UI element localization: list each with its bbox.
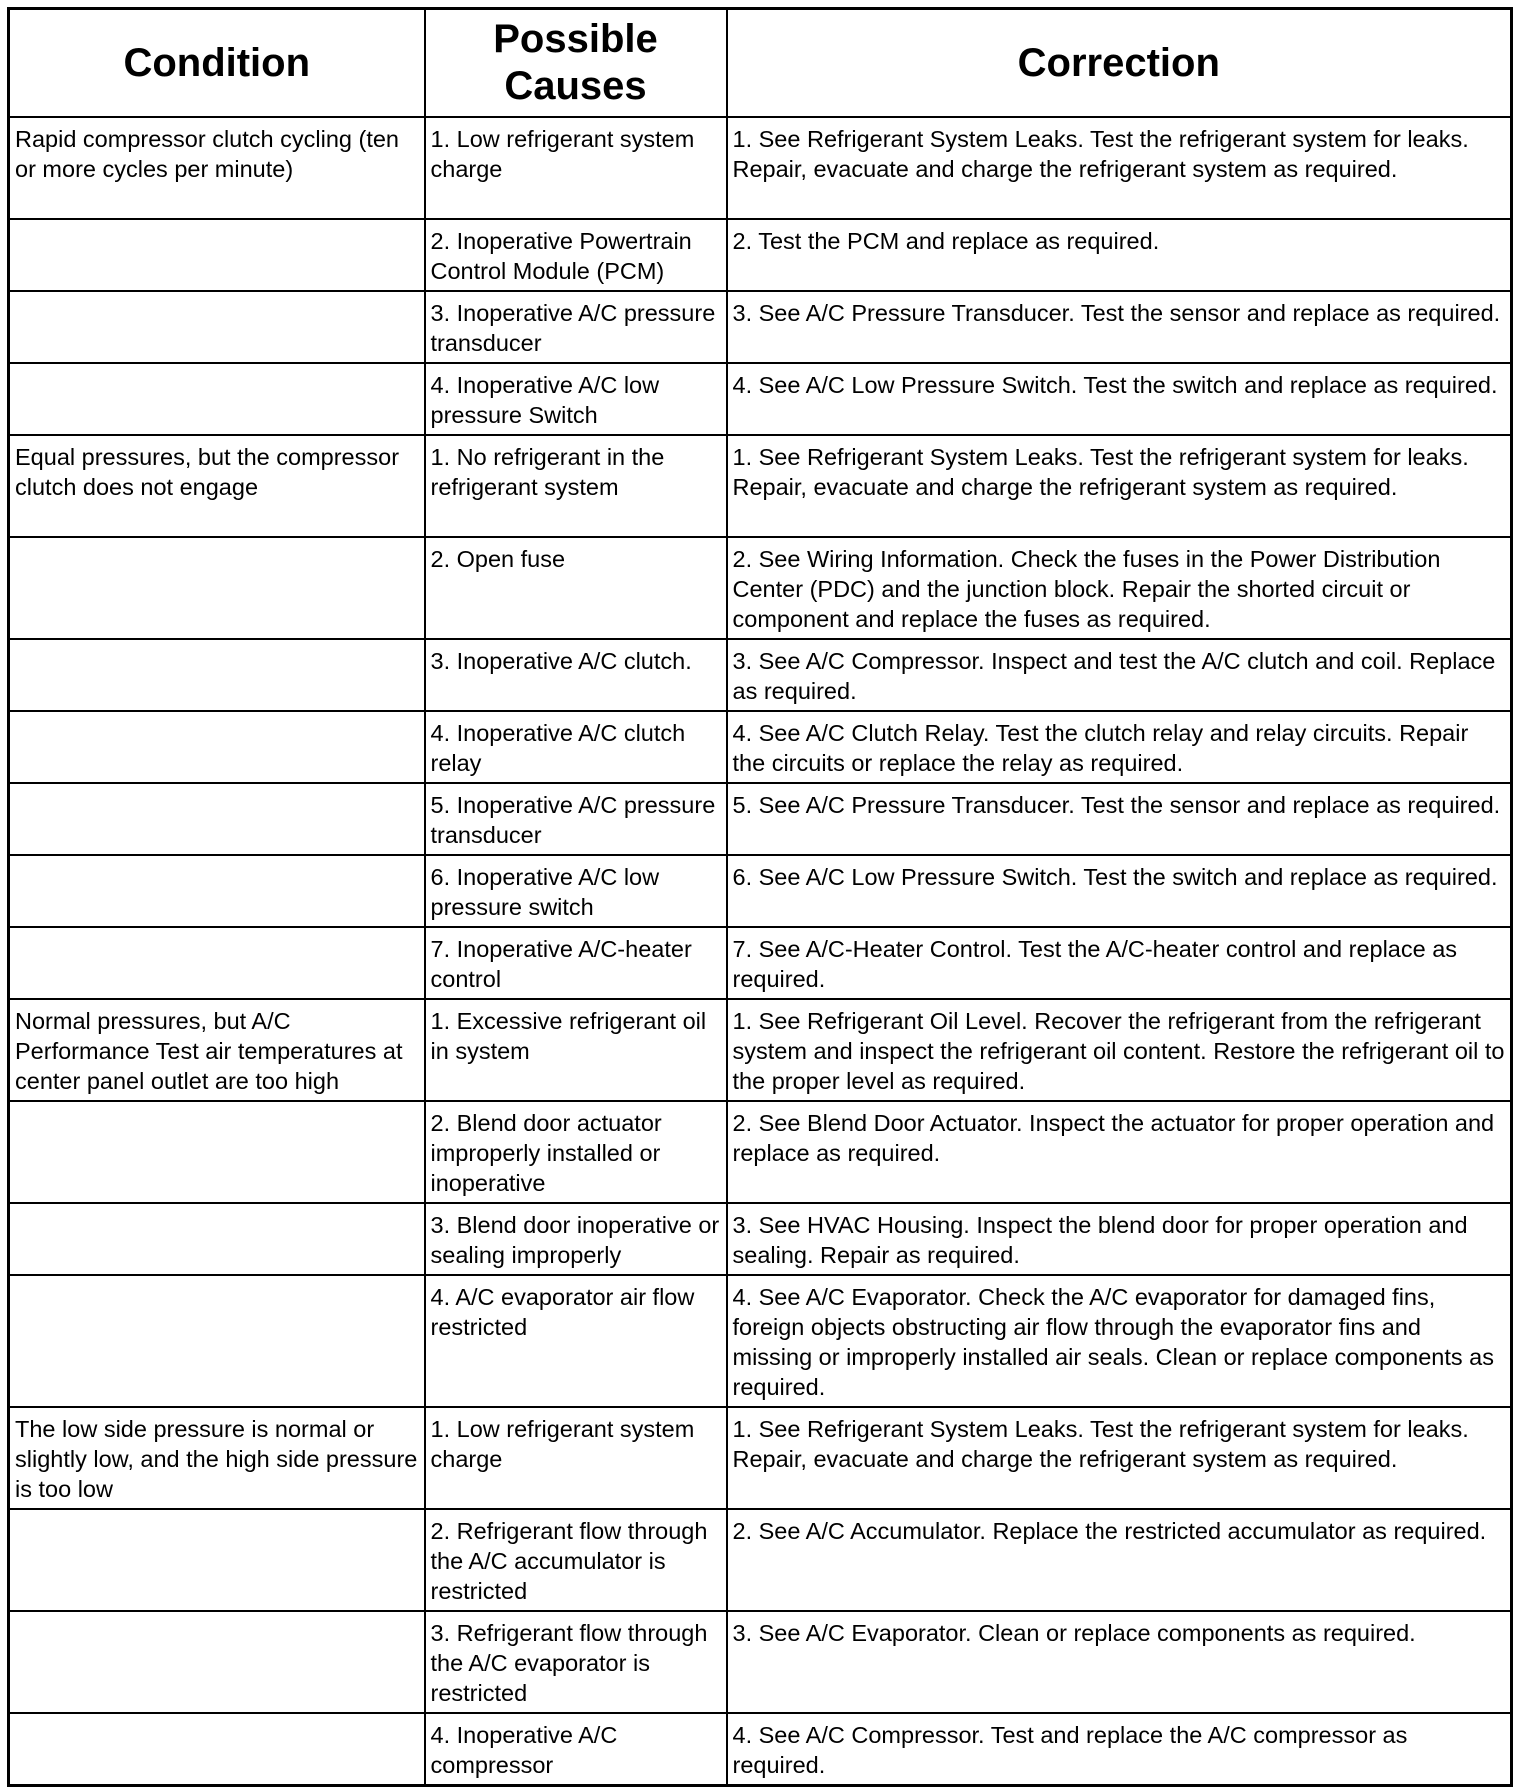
cause-cell: 3. Inoperative A/C clutch. xyxy=(425,639,727,711)
cause-cell: 4. Inoperative A/C compressor xyxy=(425,1713,727,1785)
condition-cell xyxy=(9,537,425,639)
cause-cell: 4. Inoperative A/C low pressure Switch xyxy=(425,363,727,435)
correction-cell: 1. See Refrigerant System Leaks. Test the refrigerant system for leaks. Repair, evacuate and charge the refrigerant system as required. xyxy=(727,117,1512,219)
correction-cell: 7. See A/C-Heater Control. Test the A/C-heater control and replace as required. xyxy=(727,927,1512,999)
table-row xyxy=(9,219,1512,291)
condition-cell xyxy=(9,855,425,927)
correction-cell: 5. See A/C Pressure Transducer. Test the sensor and replace as required. xyxy=(727,783,1512,855)
condition-cell: Normal pressures, but A/C Performance Test air temperatures at center panel outlet are too high xyxy=(9,999,425,1101)
correction-cell: 2. See Wiring Information. Check the fuses in the Power Distribution Center (PDC) and the junction block. Repair the shorted circuit or component and replace the fuses as required. xyxy=(727,537,1512,639)
cause-cell: 3. Refrigerant flow through the A/C evaporator is restricted xyxy=(425,1611,727,1713)
table-row xyxy=(9,537,1512,639)
condition-cell xyxy=(9,639,425,711)
condition-cell xyxy=(9,1713,425,1785)
cause-cell: 1. Excessive refrigerant oil in system xyxy=(425,999,727,1101)
correction-cell: 4. See A/C Clutch Relay. Test the clutch relay and relay circuits. Repair the circuits or replace the relay as required. xyxy=(727,711,1512,783)
correction-cell: 2. See Blend Door Actuator. Inspect the actuator for proper operation and replace as required. xyxy=(727,1101,1512,1203)
correction-cell: 4. See A/C Evaporator. Check the A/C evaporator for damaged fins, foreign objects obstructing air flow through the evaporator fins and missing or improperly installed air seals. Clean or replace components as required. xyxy=(727,1275,1512,1407)
table-row xyxy=(9,639,1512,711)
condition-cell xyxy=(9,927,425,999)
condition-cell xyxy=(9,1611,425,1713)
cause-cell: 1. Low refrigerant system charge xyxy=(425,1407,727,1509)
table-row xyxy=(9,783,1512,855)
correction-cell: 4. See A/C Low Pressure Switch. Test the switch and replace as required. xyxy=(727,363,1512,435)
cause-cell: 3. Blend door inoperative or sealing improperly xyxy=(425,1203,727,1275)
table-row xyxy=(9,1275,1512,1407)
table-row xyxy=(9,927,1512,999)
table-row xyxy=(9,1509,1512,1611)
correction-cell: 3. See A/C Compressor. Inspect and test the A/C clutch and coil. Replace as required. xyxy=(727,639,1512,711)
table-row xyxy=(9,291,1512,363)
table-body xyxy=(9,117,1512,1785)
correction-cell: 2. Test the PCM and replace as required. xyxy=(727,219,1512,291)
correction-cell: 6. See A/C Low Pressure Switch. Test the switch and replace as required. xyxy=(727,855,1512,927)
correction-cell: 2. See A/C Accumulator. Replace the restricted accumulator as required. xyxy=(727,1509,1512,1611)
correction-cell: 1. See Refrigerant Oil Level. Recover the refrigerant from the refrigerant system and inspect the refrigerant oil content. Restore the refrigerant oil to the proper level as required. xyxy=(727,999,1512,1101)
condition-cell: The low side pressure is normal or slightly low, and the high side pressure is too low xyxy=(9,1407,425,1509)
header-condition: Condition xyxy=(9,9,425,118)
cause-cell: 6. Inoperative A/C low pressure switch xyxy=(425,855,727,927)
table-header-row xyxy=(9,9,1512,118)
table-row xyxy=(9,1713,1512,1785)
correction-cell: 1. See Refrigerant System Leaks. Test the refrigerant system for leaks. Repair, evacuate and charge the refrigerant system as required. xyxy=(727,435,1512,537)
condition-cell xyxy=(9,711,425,783)
correction-cell: 1. See Refrigerant System Leaks. Test the refrigerant system for leaks. Repair, evacuate and charge the refrigerant system as required. xyxy=(727,1407,1512,1509)
cause-cell: 4. A/C evaporator air flow restricted xyxy=(425,1275,727,1407)
table-row xyxy=(9,117,1512,219)
table-row xyxy=(9,1101,1512,1203)
correction-cell: 3. See A/C Pressure Transducer. Test the sensor and replace as required. xyxy=(727,291,1512,363)
header-correction: Correction xyxy=(727,9,1512,118)
table-row xyxy=(9,1203,1512,1275)
cause-cell: 1. No refrigerant in the refrigerant system xyxy=(425,435,727,537)
condition-cell xyxy=(9,1275,425,1407)
cause-cell: 5. Inoperative A/C pressure transducer xyxy=(425,783,727,855)
condition-cell xyxy=(9,1509,425,1611)
condition-cell: Equal pressures, but the compressor clutch does not engage xyxy=(9,435,425,537)
condition-cell xyxy=(9,1101,425,1203)
condition-cell xyxy=(9,219,425,291)
table-row xyxy=(9,855,1512,927)
cause-cell: 2. Refrigerant flow through the A/C accumulator is restricted xyxy=(425,1509,727,1611)
cause-cell: 2. Blend door actuator improperly installed or inoperative xyxy=(425,1101,727,1203)
correction-cell: 3. See A/C Evaporator. Clean or replace components as required. xyxy=(727,1611,1512,1713)
condition-cell xyxy=(9,363,425,435)
header-possible-causes: Possible Causes xyxy=(425,9,727,118)
cause-cell: 2. Inoperative Powertrain Control Module (PCM) xyxy=(425,219,727,291)
table-row xyxy=(9,435,1512,537)
condition-cell xyxy=(9,1203,425,1275)
table-row xyxy=(9,363,1512,435)
cause-cell: 7. Inoperative A/C-heater control xyxy=(425,927,727,999)
correction-cell: 4. See A/C Compressor. Test and replace the A/C compressor as required. xyxy=(727,1713,1512,1785)
table-row xyxy=(9,999,1512,1101)
cause-cell: 2. Open fuse xyxy=(425,537,727,639)
condition-cell xyxy=(9,783,425,855)
cause-cell: 3. Inoperative A/C pressure transducer xyxy=(425,291,727,363)
table-row xyxy=(9,711,1512,783)
table-row xyxy=(9,1407,1512,1509)
cause-cell: 4. Inoperative A/C clutch relay xyxy=(425,711,727,783)
cause-cell: 1. Low refrigerant system charge xyxy=(425,117,727,219)
condition-cell: Rapid compressor clutch cycling (ten or more cycles per minute) xyxy=(9,117,425,219)
condition-cell xyxy=(9,291,425,363)
diagnosis-table xyxy=(7,7,1513,1787)
table-row xyxy=(9,1611,1512,1713)
correction-cell: 3. See HVAC Housing. Inspect the blend door for proper operation and sealing. Repair as required. xyxy=(727,1203,1512,1275)
